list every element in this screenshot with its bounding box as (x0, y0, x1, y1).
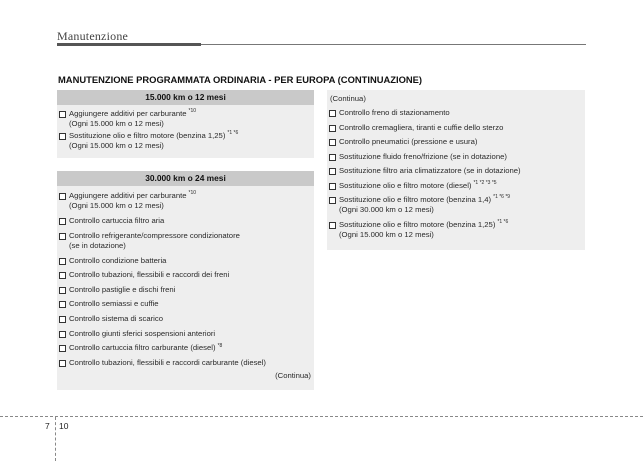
checklist-item (59, 329, 310, 339)
checklist-item-text: Sostituzione olio e filtro motore (benzina 1,25) (339, 219, 496, 229)
checkbox-icon (59, 272, 66, 279)
block-15000-title: 15.000 km o 12 mesi (57, 90, 314, 105)
checklist-item (59, 285, 310, 295)
checklist-item-text: Controllo sistema di scarico (69, 313, 163, 323)
checklist-item-interval: (Ogni 15.000 km o 12 mesi) (69, 141, 164, 151)
checklist-item (59, 131, 310, 152)
checklist-item (329, 220, 581, 241)
page-number-divider (55, 417, 56, 461)
chapter-number: 7 (45, 421, 50, 431)
checklist-item (329, 166, 581, 176)
checklist-item-text: Controllo giunti sferici sospensioni anteriori (69, 328, 216, 338)
checklist-item (329, 195, 581, 216)
checklist-item-text: Sostituzione olio e filtro motore (diesel) (339, 180, 472, 190)
checkbox-icon (329, 154, 336, 161)
checklist-item-text: Controllo cartuccia filtro aria (69, 216, 165, 225)
checklist-item-text: Sostituzione fluido freno/frizione (se in dotazione) (339, 151, 507, 161)
checklist-item-text: Controllo semiassi e cuffie (69, 299, 159, 309)
checklist-item (59, 358, 310, 368)
footnote-reference: *1 *6 *9 (493, 194, 511, 201)
checkbox-icon (59, 233, 66, 240)
continua-label-top: (Continua) (330, 94, 366, 103)
checkbox-icon (59, 193, 66, 200)
checklist-item (329, 152, 581, 162)
checkbox-icon (59, 331, 66, 338)
title-rule-thick (57, 43, 201, 46)
checklist-item-text: Controllo pneumatici (pressione e usura) (339, 137, 478, 146)
checklist-item (59, 343, 310, 353)
checklist-item-text: Controllo freno di stazionamento (339, 108, 450, 117)
checklist-item (59, 191, 310, 212)
block-30000-list (57, 186, 314, 368)
checklist-item-text: Controllo cremagliera, tiranti e cuffie dello sterzo (339, 122, 504, 132)
checkbox-icon (59, 301, 66, 308)
checklist-item-interval: (Ogni 15.000 km o 12 mesi) (69, 119, 164, 129)
block-15000 (57, 90, 314, 158)
checkbox-icon (59, 258, 66, 265)
checklist-item-text: Aggiungere additivi per carburante (69, 109, 187, 118)
checklist-item-interval: (Ogni 15.000 km o 12 mesi) (69, 201, 164, 211)
checklist-item-text: Controllo pastiglie e dischi freni (69, 284, 176, 294)
checklist-item (59, 270, 310, 280)
page-number: 10 (59, 421, 69, 431)
footnote-reference: *10 (188, 108, 197, 115)
checkbox-icon (59, 287, 66, 294)
checkbox-icon (59, 345, 66, 352)
checklist-item-text: Sostituzione filtro aria climatizzatore (se in dotazione) (339, 166, 521, 175)
checklist-item-text: Aggiungere additivi per carburante (69, 191, 187, 200)
checkbox-icon (59, 111, 66, 118)
checklist-item-text: Controllo refrigerante/compressore condizionatore (69, 230, 240, 240)
checkbox-icon (329, 183, 336, 190)
checklist-item (329, 137, 581, 147)
checkbox-icon (329, 139, 336, 146)
checklist-item (329, 108, 581, 118)
checklist-item-text: Controllo condizione batteria (69, 255, 167, 265)
section-title: Manutenzione (57, 29, 129, 43)
block-continued (327, 90, 585, 250)
page-heading: MANUTENZIONE PROGRAMMATA ORDINARIA - PER EUROPA (CONTINUAZIONE) (58, 74, 423, 85)
footnote-reference: *1 *2 *3 *5 (473, 179, 497, 186)
footnote-reference: *1 *6 (227, 130, 239, 137)
checklist-item-text: Controllo tubazioni, flessibili e raccordi carburante (diesel) (69, 357, 266, 367)
checkbox-icon (329, 125, 336, 132)
checklist-item (59, 109, 310, 130)
checklist-item-text: Controllo tubazioni, flessibili e raccordi dei freni (69, 270, 230, 280)
checkbox-icon (59, 218, 66, 225)
block-15000-list (57, 105, 314, 152)
checklist-item (59, 256, 310, 266)
block-30000 (57, 171, 314, 390)
checklist-item-interval: (Ogni 30.000 km o 12 mesi) (339, 205, 434, 215)
checklist-item-text: Sostituzione olio e filtro motore (benzina 1,4) (339, 195, 492, 204)
checkbox-icon (329, 110, 336, 117)
checkbox-icon (329, 197, 336, 204)
block-30000-title: 30.000 km o 24 mesi (57, 171, 314, 186)
checklist-item-interval: (se in dotazione) (69, 241, 126, 250)
checklist-item (59, 216, 310, 226)
footnote-reference: *1 *6 (497, 219, 509, 226)
checklist-item-interval: (Ogni 15.000 km o 12 mesi) (339, 230, 434, 240)
checkbox-icon (329, 168, 336, 175)
checklist-item (329, 181, 581, 191)
checklist-item (329, 123, 581, 133)
checkbox-icon (59, 316, 66, 323)
checkbox-icon (59, 133, 66, 140)
title-rule-thin (201, 44, 586, 45)
checkbox-icon (59, 360, 66, 367)
checklist-item (59, 314, 310, 324)
footnote-reference: *10 (188, 190, 197, 197)
continua-label: (Continua) (275, 371, 311, 381)
checklist-item (59, 231, 310, 252)
footer-divider (0, 416, 643, 417)
footnote-reference: *8 (217, 342, 223, 349)
checklist-item (59, 299, 310, 309)
checkbox-icon (329, 222, 336, 229)
checklist-item-text: Controllo cartuccia filtro carburante (diesel) (69, 343, 216, 353)
continued-list (327, 108, 585, 241)
checklist-item-text: Sostituzione olio e filtro motore (benzina 1,25) (69, 130, 226, 140)
